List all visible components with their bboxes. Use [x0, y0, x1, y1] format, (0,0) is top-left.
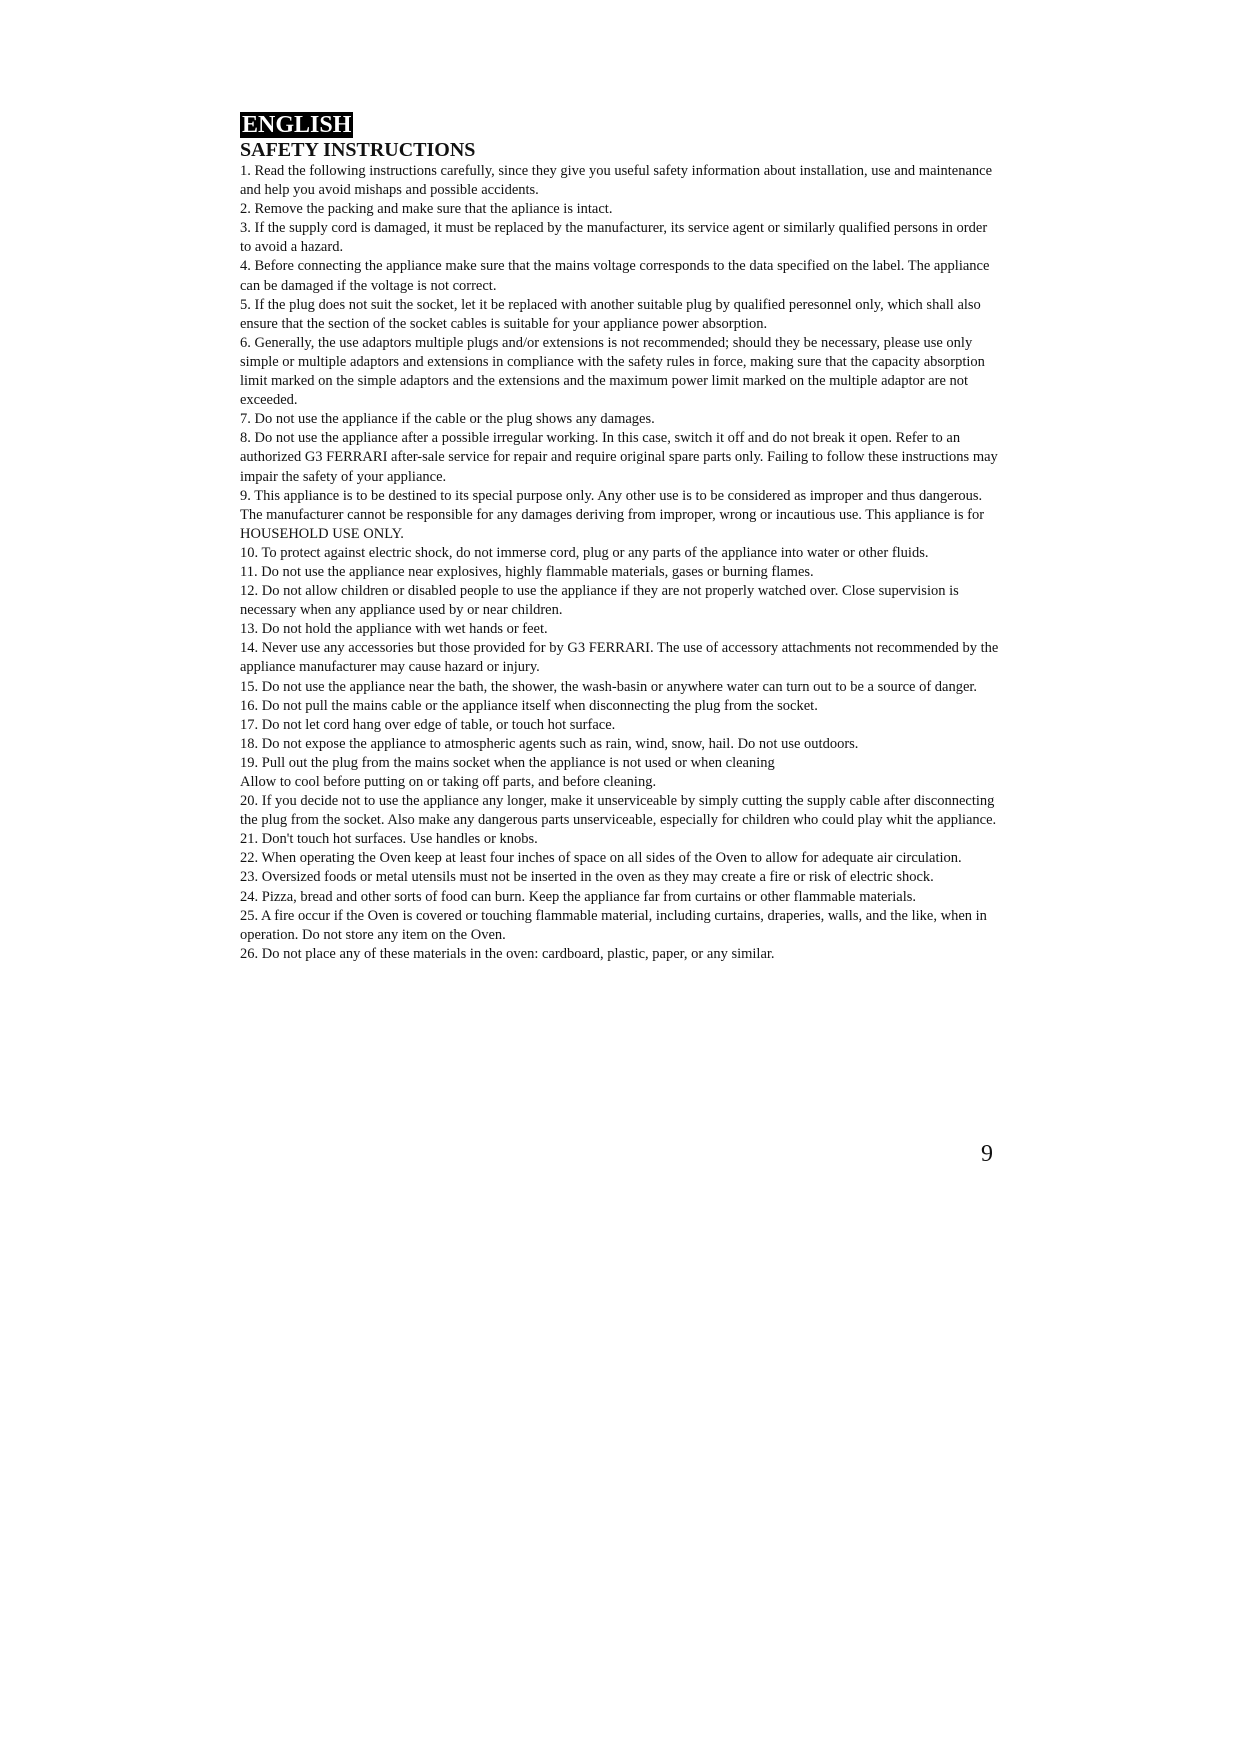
list-item: 6. Generally, the use adaptors multiple plugs and/or extensions is not recommended; should they be necessary, please use only simple or multiple adaptors and extensions in compliance with the safety rules in force, making sure that the capacity absorption limit marked on the simple adaptors and the extensions and the maximum power limit marked on the multiple adaptor are not exceeded.	[240, 334, 985, 409]
list-item: 18. Do not expose the appliance to atmospheric agents such as rain, wind, snow, hail. Do not use outdoors.	[240, 735, 859, 752]
list-item: 8. Do not use the appliance after a possible irregular working. In this case, switch it off and do not break it open. Refer to an authorized G3 FERRARI after-sale service for repair and require original spare parts only. Failing to follow these instructions may impair the safety of your appliance.	[240, 430, 998, 485]
list-item: 1. Read the following instructions carefully, since they give you useful safety information about installation, use and maintenance and help you avoid mishaps and possible accidents.	[240, 163, 993, 199]
list-item: 11. Do not use the appliance near explosives, highly flammable materials, gases or burning flames.	[240, 563, 814, 580]
list-item: 20. If you decide not to use the appliance any longer, make it unserviceable by simply cutting the supply cable after disconnecting the plug from the socket. Also make any dangerous parts unserviceable, especially for children who could play whit the appliance.	[240, 793, 997, 829]
list-item: 17. Do not let cord hang over edge of table, or touch hot surface.	[240, 716, 616, 733]
list-item: 19. Pull out the plug from the mains socket when the appliance is not used or when cleaning	[240, 754, 775, 771]
language-label: ENGLISH	[242, 112, 352, 138]
list-item: 2. Remove the packing and make sure that the apliance is intact.	[240, 201, 613, 218]
list-item: 22. When operating the Oven keep at least four inches of space on all sides of the Oven to allow for adequate air circulation.	[240, 850, 962, 867]
list-item: 15. Do not use the appliance near the bath, the shower, the wash-basin or anywhere water can turn out to be a source of danger.	[240, 678, 978, 695]
list-item: 14. Never use any accessories but those provided for by G3 FERRARI. The use of accessory attachments not recommended by the appliance manufacturer may cause hazard or injury.	[240, 640, 999, 676]
list-item: 7. Do not use the appliance if the cable or the plug shows any damages.	[240, 411, 655, 428]
list-item: 25. A fire occur if the Oven is covered or touching flammable material, including curtains, draperies, walls, and the like, when in operation. Do not store any item on the Oven.	[240, 907, 987, 943]
list-item: 9. This appliance is to be destined to its special purpose only. Any other use is to be considered as improper and thus dangerous. The manufacturer cannot be responsible for any damages deriving from improper, wrong or incautious use. This appliance is for HOUSEHOLD USE ONLY.	[240, 487, 985, 542]
list-item: 3. If the supply cord is damaged, it must be replaced by the manufacturer, its service agent or similarly qualified persons in order to avoid a hazard.	[240, 220, 988, 256]
list-item: 5. If the plug does not suit the socket, let it be replaced with another suitable plug by qualified peresonnel only, which shall also ensure that the section of the socket cables is suitable for your appliance power absorption.	[240, 296, 981, 332]
document-page	[240, 112, 1000, 964]
list-item: 4. Before connecting the appliance make sure that the mains voltage corresponds to the data specified on the label. The appliance can be damaged if the voltage is not correct.	[240, 258, 990, 294]
list-item: 10. To protect against electric shock, do not immerse cord, plug or any parts of the appliance into water or other fluids.	[240, 544, 929, 561]
list-item: 16. Do not pull the mains cable or the appliance itself when disconnecting the plug from the socket.	[240, 697, 818, 714]
list-item: Allow to cool before putting on or taking off parts, and before cleaning.	[240, 774, 657, 790]
list-item: 26. Do not place any of these materials in the oven: cardboard, plastic, paper, or any similar.	[240, 945, 775, 962]
safety-instructions-list	[240, 162, 1000, 964]
list-item: 23. Oversized foods or metal utensils must not be inserted in the oven as they may create a fire or risk of electric shock.	[240, 869, 934, 886]
list-item: 24. Pizza, bread and other sorts of food can burn. Keep the appliance far from curtains or other flammable materials.	[240, 888, 917, 905]
page-number: 9	[981, 1141, 993, 1167]
section-title: SAFETY INSTRUCTIONS	[240, 139, 476, 161]
list-item: 13. Do not hold the appliance with wet hands or feet.	[240, 621, 548, 638]
list-item: 12. Do not allow children or disabled people to use the appliance if they are not properly watched over. Close supervision is necessary when any appliance used by or near children.	[240, 583, 959, 619]
list-item: 21. Don't touch hot surfaces. Use handles or knobs.	[240, 831, 538, 848]
